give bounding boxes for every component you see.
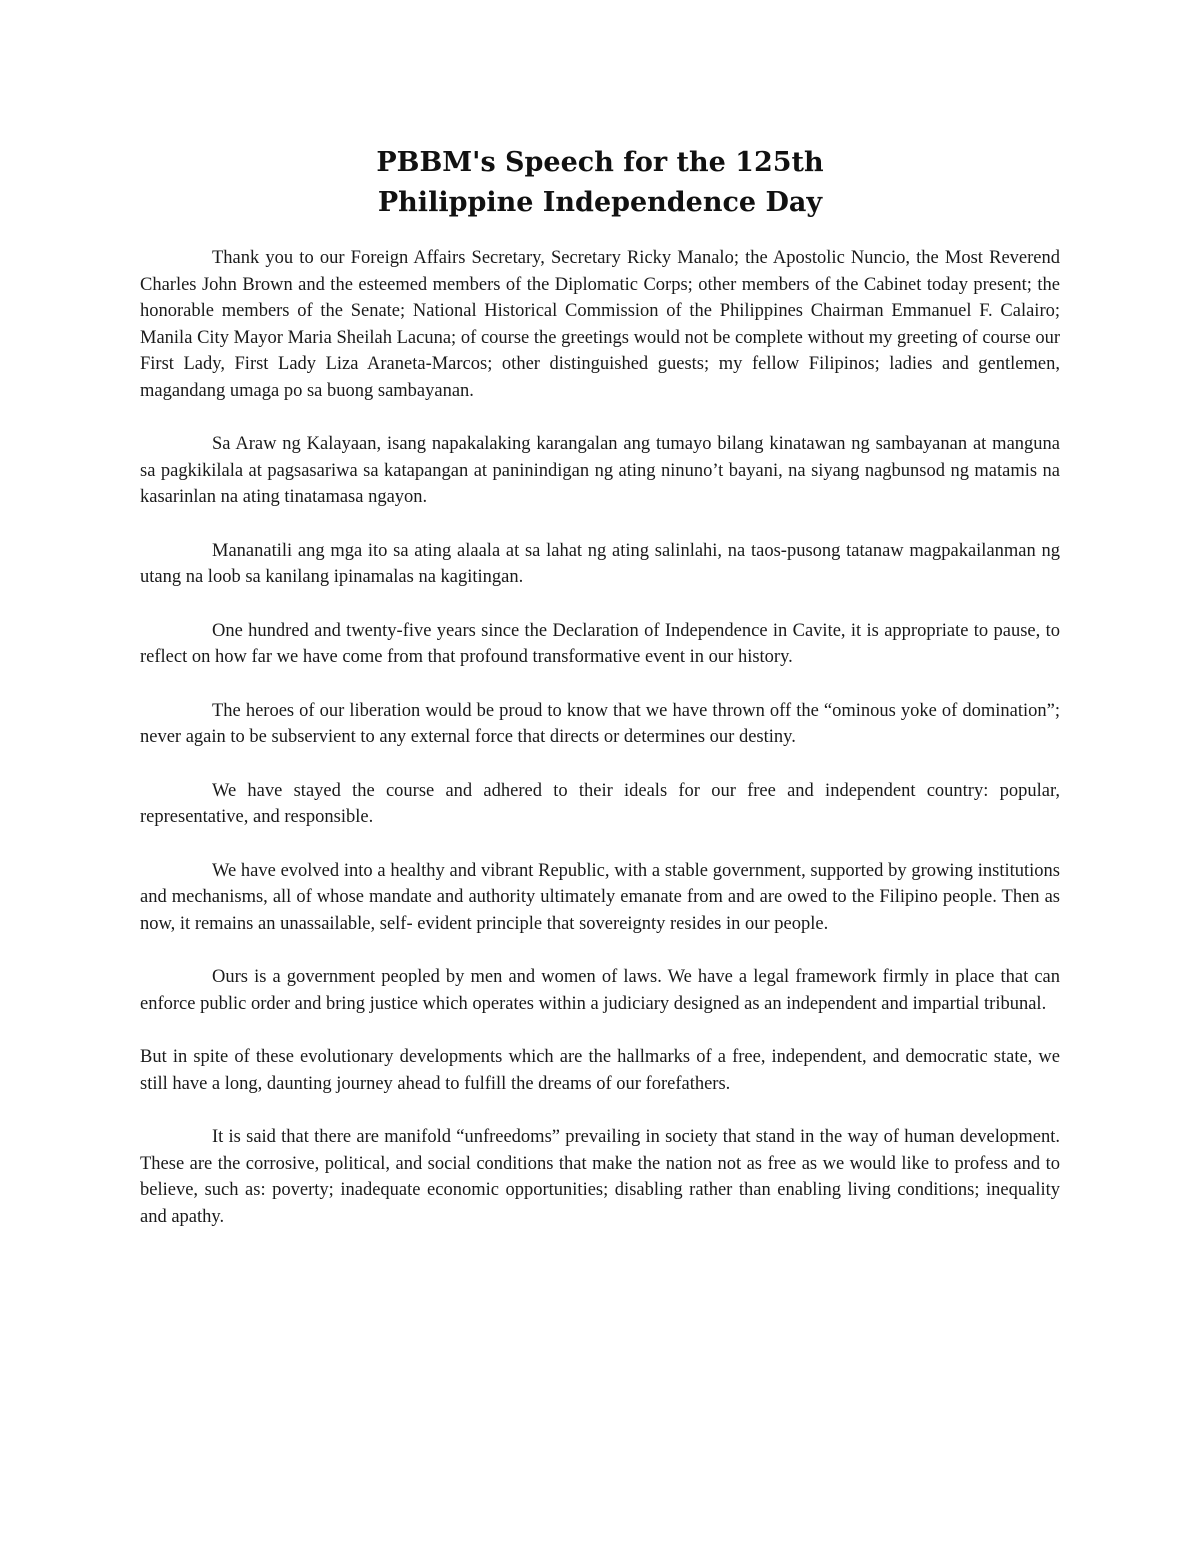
- paragraph-stayed-course: We have stayed the course and adhered to their ideals for our free and independent country: popular, representative, and responsible.: [140, 780, 1060, 827]
- paragraph-mananatili: Mananatili ang mga ito sa ating alaala at sa lahat ng ating salinlahi, na taos-pusong tatanaw magpakailanman ng utang na loob sa kanilang ipinamalas na kagitingan.: [140, 540, 1060, 587]
- title-line-2: Philippine Independence Day: [377, 187, 823, 218]
- paragraph-araw-ng-kalayaan: Sa Araw ng Kalayaan, isang napakalaking karangalan ang tumayo bilang kinatawan ng sambayanan at manguna sa pagkikilala at pagsasariwa sa katapangan at paninindigan ng ating ninuno’t bayani, na siyang nagbunsod ng matamis na kasarinlan na ating tinatamasa ngayon.: [140, 434, 1060, 507]
- paragraph-journey-ahead: But in spite of these evolutionary developments which are the hallmarks of a free, independent, and democratic state, we still have a long, daunting journey ahead to fulfill the dreams of our forefathers.: [140, 1047, 1060, 1094]
- title-line-1: PBBM's Speech for the 125th: [376, 147, 824, 178]
- document-title: [140, 143, 1060, 223]
- paragraph-unfreedoms: It is said that there are manifold “unfreedoms” prevailing in society that stand in the way of human development. These are the corrosive, political, and social conditions that make the nation not as free as we would like to profess and to believe, such as: poverty; inadequate economic opportunities; disabling rather than enabling living conditions; inequality and apathy.: [140, 1127, 1060, 1227]
- paragraph-125-years: One hundred and twenty-five years since the Declaration of Independence in Cavite, it is appropriate to pause, to reflect on how far we have come from that profound transformative event in our history.: [140, 620, 1060, 667]
- paragraph-heroes: The heroes of our liberation would be proud to know that we have thrown off the “ominous yoke of domination”; never again to be subservient to any external force that directs or determines our destiny.: [140, 700, 1060, 747]
- paragraph-government: Ours is a government peopled by men and women of laws. We have a legal framework firmly in place that can enforce public order and bring justice which operates within a judiciary designed as an independent and impartial tribunal.: [140, 967, 1060, 1014]
- paragraph-greetings: Thank you to our Foreign Affairs Secretary, Secretary Ricky Manalo; the Apostolic Nuncio, the Most Reverend Charles John Brown and the esteemed members of the Diplomatic Corps; other members of the Cabinet today present; the honorable members of the Senate; National Historical Commission of the Philippines Chairman Emmanuel F. Calairo; Manila City Mayor Maria Sheilah Lacuna; of course the greetings would not be complete without my greeting of course our First Lady, First Lady Liza Araneta-Marcos; other distinguished guests; my fellow Filipinos; ladies and gentlemen, magandang umaga po sa buong sambayanan.: [140, 248, 1060, 401]
- speech-body: [140, 245, 1060, 1257]
- paragraph-republic: We have evolved into a healthy and vibrant Republic, with a stable government, supported by growing institutions and mechanisms, all of whose mandate and authority ultimately emanate from and are owed to the Filipino people. Then as now, it remains an unassailable, self- evident principle that sovereignty resides in our people.: [140, 860, 1060, 934]
